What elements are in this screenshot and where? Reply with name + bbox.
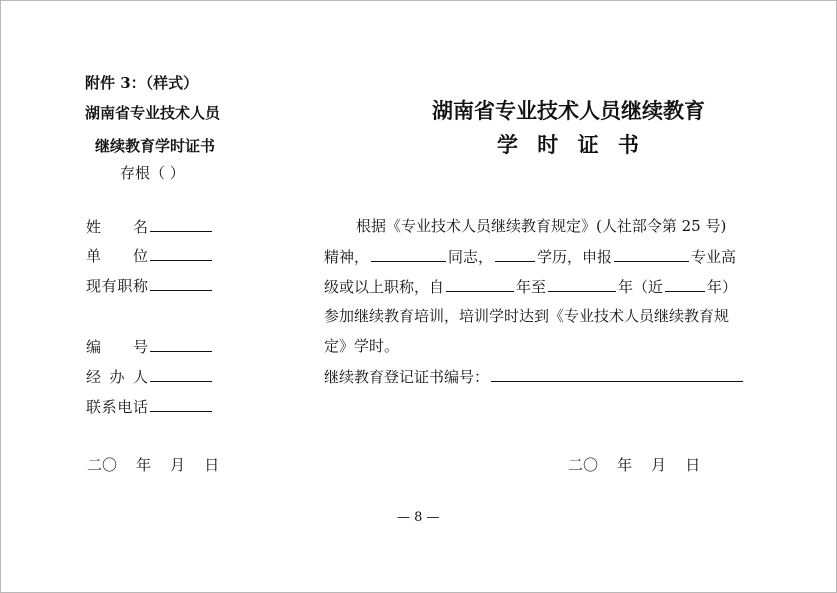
stub-field-title	[86, 276, 214, 295]
body-line3-a: 级或以上职称，自	[324, 278, 445, 296]
body-line2-c: 学历，申报	[537, 248, 613, 266]
body-line2-b: 同志，	[448, 248, 494, 266]
field-label: 编 号	[86, 338, 148, 356]
body-line3-b: 年至	[516, 278, 547, 296]
education-blank[interactable]	[495, 247, 535, 262]
body-line2-d: 专业高	[691, 248, 737, 266]
body-line1: 根据《专业技术人员继续教育规定》(人社部令第 25 号)	[356, 217, 727, 235]
page-number: — 8 —	[397, 510, 440, 525]
stub-field-phone	[86, 397, 214, 416]
stub-date: 二〇 年 月 日	[87, 456, 220, 474]
specialty-blank[interactable]	[614, 247, 689, 262]
certificate-title-line2: 学 时 证 书	[497, 132, 645, 157]
stub-title-line2: 继续教育学时证书	[95, 137, 216, 155]
body-line4: 参加继续教育培训，培训学时达到《专业技术人员继续教育规	[324, 307, 730, 325]
body-line5: 定》学时。	[324, 337, 400, 355]
certificate-title-line1: 湖南省专业技术人员继续教育	[432, 98, 705, 123]
body-line3-c: 年（近	[618, 278, 664, 296]
field-label: 经 办 人	[86, 368, 148, 386]
stub-field-unit	[86, 246, 214, 265]
field-label: 现有职称	[86, 277, 148, 295]
stub-field-handler	[86, 367, 214, 386]
stub-title-line1: 湖南省专业技术人员	[85, 104, 221, 122]
handler-blank[interactable]	[150, 367, 212, 382]
field-label: 姓 名	[86, 218, 148, 236]
field-label: 单 位	[86, 247, 148, 265]
field-label: 联系电话	[86, 398, 148, 416]
body-line3	[324, 277, 737, 296]
counterfoil-label: 存根（ ）	[120, 164, 185, 182]
stub-field-number	[86, 337, 214, 356]
name-blank[interactable]	[150, 217, 212, 232]
body-line2	[324, 247, 736, 266]
attachment-label: 附件 3：（样式）	[85, 74, 199, 92]
spirit-blank[interactable]	[371, 247, 446, 262]
body-line3-d: 年）	[707, 278, 738, 296]
recent-years-blank[interactable]	[665, 277, 705, 292]
body-line2-a: 精神，	[324, 248, 370, 266]
start-year-blank[interactable]	[446, 277, 514, 292]
body-line6	[324, 367, 745, 386]
phone-blank[interactable]	[150, 397, 212, 412]
certificate-date: 二〇 年 月 日	[568, 456, 701, 474]
end-year-blank[interactable]	[548, 277, 616, 292]
title-blank[interactable]	[150, 276, 212, 291]
registration-number-label: 继续教育登记证书编号：	[324, 368, 490, 386]
number-blank[interactable]	[150, 337, 212, 352]
stub-field-name	[86, 217, 214, 236]
registration-number-blank[interactable]	[491, 367, 743, 382]
unit-blank[interactable]	[150, 246, 212, 261]
